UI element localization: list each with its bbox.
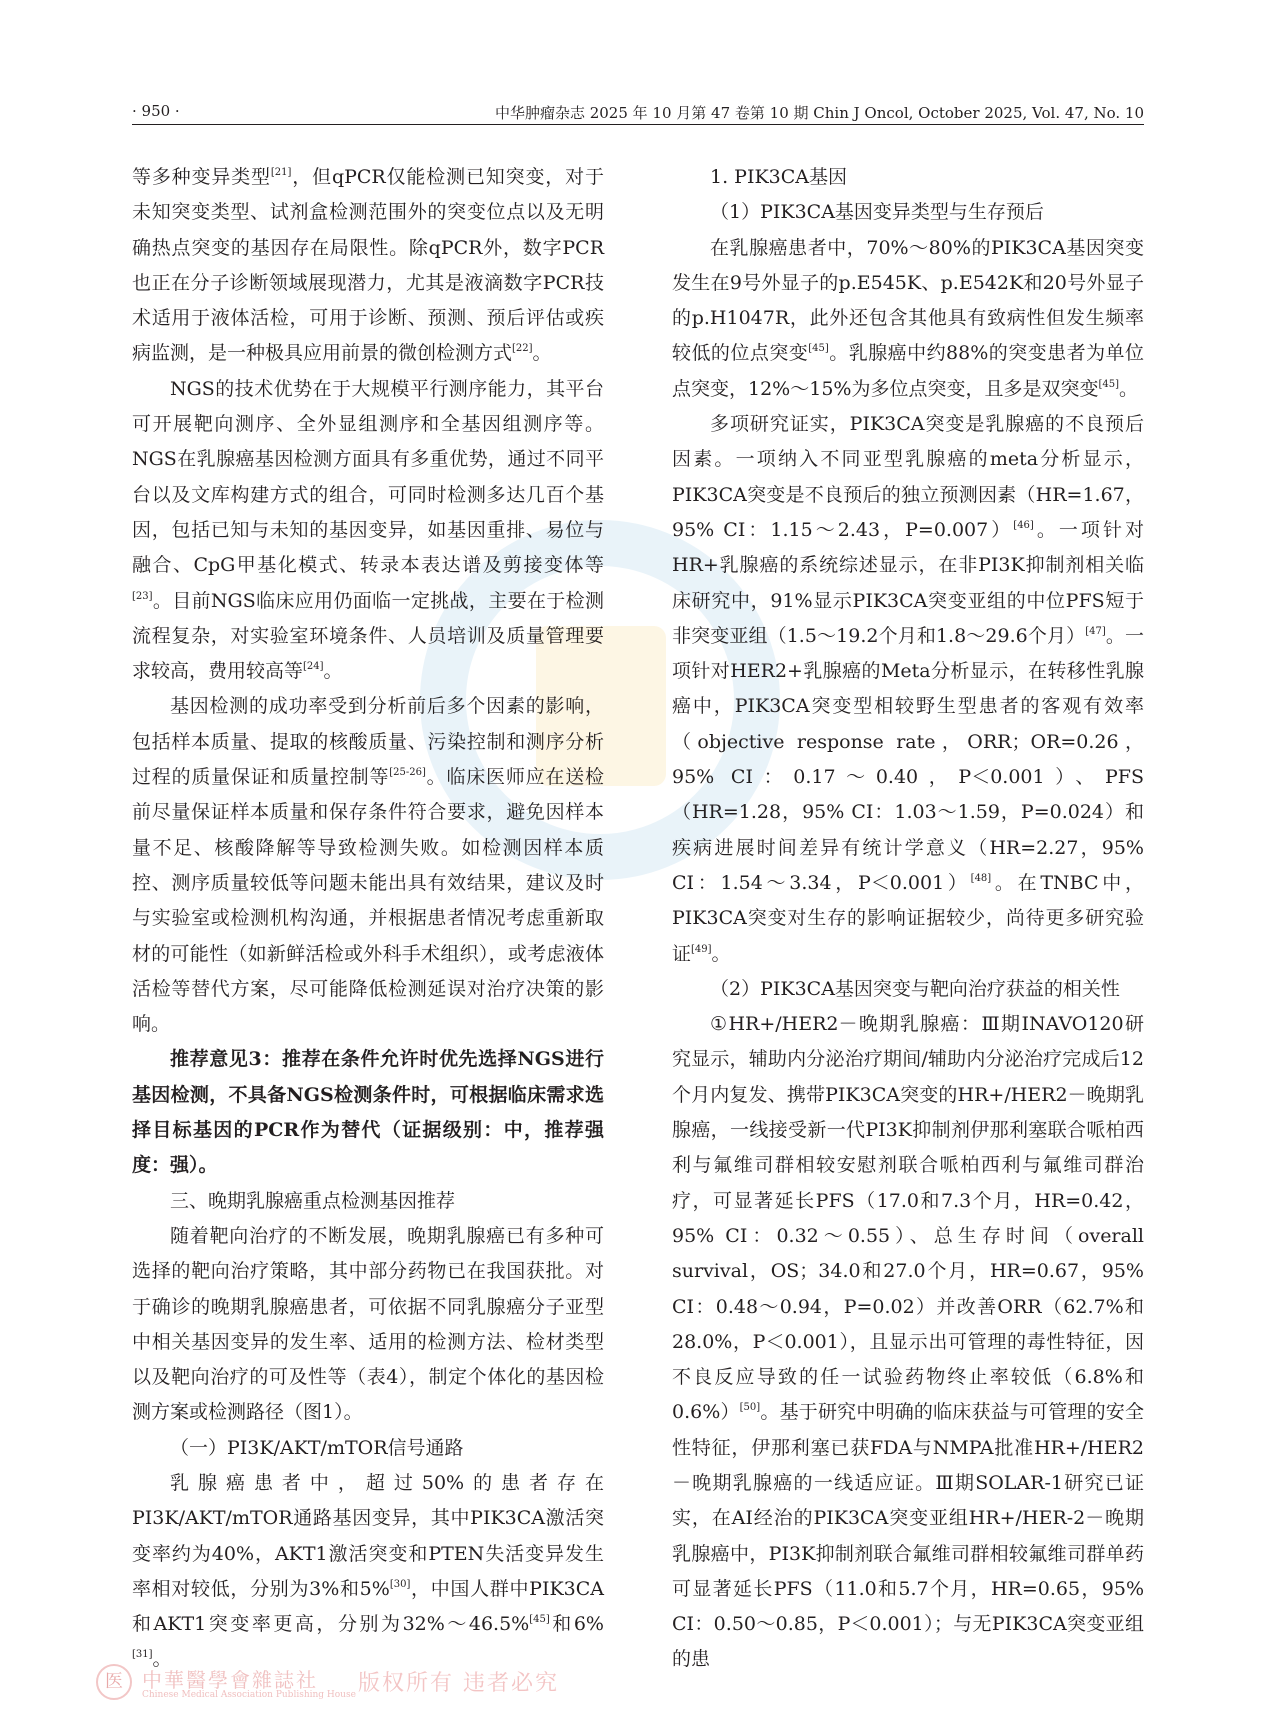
heading-variant-types: （1）PIK3CA基因变异类型与生存预后 bbox=[710, 201, 1044, 224]
paragraph-qpcr: 等多种变异类型[21]，但qPCR仅能检测已知突变，对于未知突变类型、试剂盒检测范围外的突变位点以及无明确热点突变的基因存在局限性。除qPCR外，数字PCR也正在分子诊断领域展现潜力，尤其是液滴数字PCR技术适用于液体活检，可用于诊断、预测、预后评估或疾病监测，是一种极具应用前景的微创检测方式[22]。 bbox=[132, 166, 604, 365]
left-column bbox=[132, 160, 604, 1678]
publisher-name-en: Chinese Medical Association Publishing House bbox=[142, 1690, 356, 1700]
paragraph-success-rate: 基因检测的成功率受到分析前后多个因素的影响，包括样本质量、提取的核酸质量、污染控制和测序分析过程的质量保证和质量控制等[25-26]。临床医师应在送检前尽量保证样本质量和保存条件符合要求，避免因样本量不足、核酸降解等导致检测失败。如检测因样本质控、测序质量较低等问题未能出具有效结果，建议及时与实验室或检测机构沟通，并根据患者情况考虑重新取材的可能性（如新鲜活检或外科手术组织），或考虑液体活检等替代方案，尽可能降低检测延误对治疗决策的影响。 bbox=[132, 695, 604, 1036]
running-header bbox=[132, 100, 1144, 125]
paragraph-ngs: NGS的技术优势在于大规模平行测序能力，其平台可开展靶向测序、全外显组测序和全基因组测序等。NGS在乳腺癌基因检测方面具有多重优势，通过不同平台以及文库构建方式的组合，可同时检测多达几百个基因，包括已知与未知的基因变异，如基因重排、易位与融合、CpG甲基化模式、转录本表达谱及剪接变体等[23]。目前NGS临床应用仍面临一定挑战，主要在于检测流程复杂，对实验室环境条件、人员培训及质量管理要求较高，费用较高等[24]。 bbox=[132, 377, 604, 683]
right-column bbox=[672, 160, 1144, 1678]
paragraph-inavo120: ①HR+/HER2－晚期乳腺癌：Ⅲ期INAVO120研究显示，辅助内分泌治疗期间/辅助内分泌治疗完成后12个月内复发、携带PIK3CA突变的HR+/HER2－晚期乳腺癌，一线接受新一代PI3K抑制剂伊那利塞联合哌柏西利与氟维司群相较安慰剂联合哌柏西利与氟维司群治疗，可显著延长PFS（17.0和7.3个月，HR=0.42，95% CI：0.32～0.55）、总生存时间（overall survival，OS；34.0和27.0个月，HR=0.67，95% CI：0.48～0.94，P=0.02）并改善ORR（62.7%和28.0%，P＜0.001），且显示出可管理的毒性特征，因不良反应导致的任一试验药物终止率较低（6.8%和0.6%）[50]。基于研究中明确的临床获益与可管理的安全性特征，伊那利塞已获FDA与NMPA批准HR+/HER2－晚期乳腺癌的一线适应证。Ⅲ期SOLAR-1研究已证实，在AI经治的PIK3CA突变亚组HR+/HER-2－晚期乳腺癌中，PI3K抑制剂联合氟维司群相较氟维司群单药可显著延长PFS（11.0和5.7个月，HR=0.65，95% CI：0.50～0.85，P＜0.001）；与无PIK3CA突变亚组的患 bbox=[672, 1013, 1144, 1671]
subsection-heading-pi3k: （一）PI3K/AKT/mTOR信号通路 bbox=[170, 1436, 464, 1459]
section-heading-3: 三、晚期乳腺癌重点检测基因推荐 bbox=[170, 1189, 456, 1212]
paragraph-pi3k-pathway: 乳腺癌患者中，超过50%的患者存在PI3K/AKT/mTOR通路基因变异，其中PIK3CA激活突变率约为40%，AKT1激活突变和PTEN失活变异发生率相对较低，分别为3%和5%[30]，中国人群中PIK3CA和AKT1突变率更高，分别为32%～46.5%[45]和6%[31]。 bbox=[132, 1471, 604, 1671]
recommendation-3: 推荐意见3：推荐在条件允许时优先选择NGS进行基因检测，不具备NGS检测条件时，可根据临床需求选择目标基因的PCR作为替代（证据级别：中，推荐强度：强）。 bbox=[132, 1048, 604, 1177]
paragraph-targeted-therapy: 随着靶向治疗的不断发展，晚期乳腺癌已有多种可选择的靶向治疗策略，其中部分药物已在我国获批。对于确诊的晚期乳腺癌患者，可依据不同乳腺癌分子亚型中相关基因变异的发生率、适用的检测方法、检材类型以及靶向治疗的可及性等（表4），制定个体化的基因检测方案或检测路径（图1）。 bbox=[132, 1224, 604, 1424]
copyright-notice: 版权所有 违者必究 bbox=[358, 1671, 559, 1696]
heading-pik3ca-gene: 1. PIK3CA基因 bbox=[710, 166, 847, 188]
paragraph-prognosis: 多项研究证实，PIK3CA突变是乳腺癌的不良预后因素。一项纳入不同亚型乳腺癌的meta分析显示，PIK3CA突变是不良预后的独立预测因素（HR=1.67，95% CI：1.15～2.43，P=0.007）[46]。一项针对HR+乳腺癌的系统综述显示，在非PI3K抑制剂相关临床研究中，91%显示PIK3CA突变亚组的中位PFS短于非突变亚组（1.5～19.2个月和1.8～29.6个月）[47]。一项针对HER2+乳腺癌的Meta分析显示，在转移性乳腺癌中，PIK3CA突变型相较野生型患者的客观有效率（objective response rate，ORR；OR=0.26，95% CI：0.17～0.40，P＜0.001）、PFS（HR=1.28，95% CI：1.03～1.59，P=0.024）和疾病进展时间差异有统计学意义（HR=2.27，95% CI：1.54～3.34，P＜0.001）[48]。在TNBC中，PIK3CA突变对生存的影响证据较少，尚待更多研究验证[49]。 bbox=[672, 413, 1144, 965]
journal-citation: 中华肿瘤杂志 2025 年 10 月第 47 卷第 10 期 Chin J Oncol, October 2025, Vol. 47, No. 10 bbox=[494, 104, 1144, 122]
heading-targeted-benefit: （2）PIK3CA基因突变与靶向治疗获益的相关性 bbox=[710, 977, 1120, 1000]
page-number: · 950 · bbox=[132, 102, 180, 120]
paragraph-pik3ca-mutations: 在乳腺癌患者中，70%～80%的PIK3CA基因突变发生在9号外显子的p.E545K、p.E542K和20号外显子的p.H1047R，此外还包含其他具有致病性但发生频率较低的位点突变[45]。乳腺癌中约88%的突变患者为单位点突变，12%～15%为多位点突变，且多是双突变[45]。 bbox=[672, 236, 1144, 400]
publisher-seal-icon: 医 bbox=[96, 1664, 132, 1700]
publisher-name-cn: 中華醫學會雜誌社 bbox=[142, 1668, 318, 1692]
